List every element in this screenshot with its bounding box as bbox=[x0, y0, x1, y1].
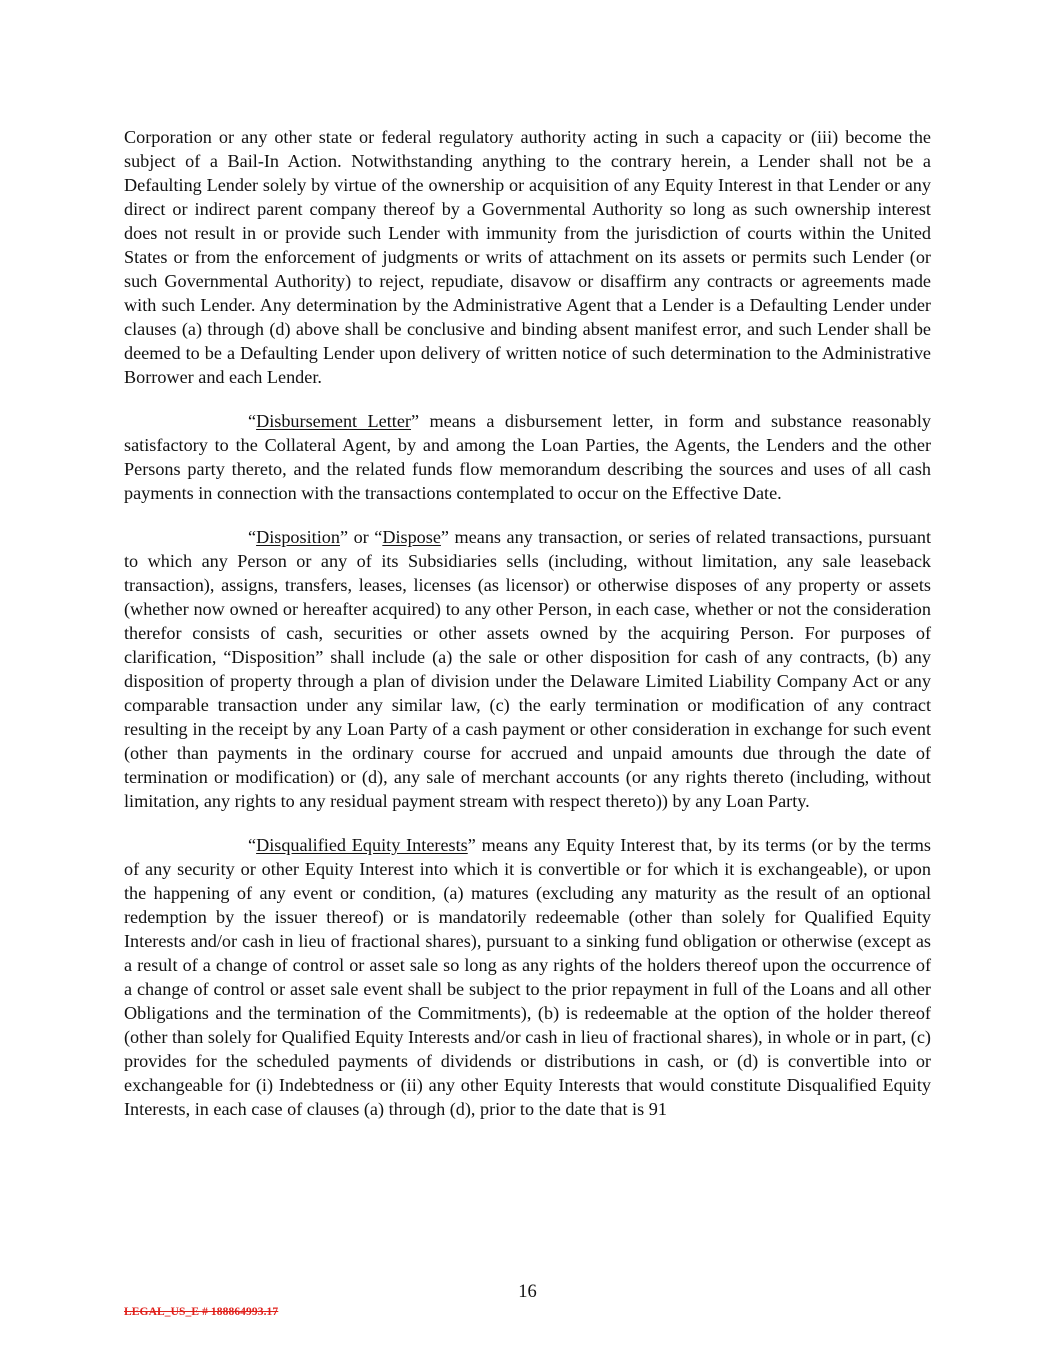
open-quote: “ bbox=[248, 527, 257, 547]
page-number: 16 bbox=[518, 1282, 537, 1302]
document-id-footer: LEGAL_US_E # 188864993.17 bbox=[124, 1306, 279, 1318]
paragraph-text: Corporation or any other state or federal regulatory authority acting in such a capacity or (iii) become the subject of a Bail-In Action. Notwithstanding anything to the contrary herein, a Lender shall not be a Defaulting Lender solely by virtue of the ownership or acquisition of any Equity Interest in that Lender or any direct or indirect parent company thereof by a Governmental Authority so long as such ownership interest does not result in or provide such Lender with immunity from the jurisdiction of courts within the United States or from the enforcement of judgments or writs of attachment on its assets or permits such Lender (or such Governmental Authority) to reject, repudiate, disavow or disaffirm any contracts or agreements made with such Lender. Any determination by the Administrative Agent that a Lender is a Defaulting Lender under clauses (a) through (d) above shall be conclusive and binding absent manifest error, and such Lender shall be deemed to be a Defaulting Lender upon delivery of written notice of such determination to the Administrative Borrower and each Lender. bbox=[124, 127, 931, 387]
definition-text: means any transaction, or series of related transactions, pursuant to which any Person or any of its Subsidiaries sells (including, without limitation, any sale leaseback transaction), assigns, transfers, leases, licenses (as licensor) or otherwise disposes of any property or assets (whether now owned or hereafter acquired) to any other Person, in each case, whether or not the consideration therefor consists of cash, securities or other assets owned by the acquiring Person. For purposes of clarification, “Disposition” shall include (a) the sale or other disposition for cash of any contracts, (b) any disposition of property through a plan of division under the Delaware Limited Liability Company Act or any comparable transaction under any similar law, (c) the early termination or modification of any contract resulting in the receipt by any Loan Party of a cash payment or other consideration in exchange for such event (other than payments in the ordinary course for accrued and unpaid amounts due through the date of termination or modification) or (d), any sale of merchant accounts (or any rights thereto (including, without limitation, any rights to any residual payment stream with respect thereto)) by any Loan Party. bbox=[124, 527, 931, 811]
definition-disqualified-equity-interests bbox=[124, 833, 931, 1121]
open-quote: “ bbox=[248, 411, 257, 431]
defined-term-alternate: Dispose bbox=[382, 527, 441, 547]
close-quote: ” bbox=[467, 835, 476, 855]
definition-text: means a disbursement letter, in form and substance reasonably satisfactory to the Collateral Agent, by and among the Loan Parties, the Agents, the Lenders and the other Persons party thereto, and the related funds flow memorandum describing the sources and uses of all cash payments in connection with the transactions contemplated to occur on the Effective Date. bbox=[124, 411, 931, 503]
close-quote: ” bbox=[410, 411, 420, 431]
open-quote: “ bbox=[248, 835, 257, 855]
defined-term: Disposition bbox=[256, 527, 340, 547]
defined-term: Disbursement Letter bbox=[256, 411, 411, 431]
definition-text: means any Equity Interest that, by its terms (or by the terms of any security or other Equity Interest into which it is convertible or for which it is exchangeable), or upon the happening of any event or condition, (a) matures (excluding any maturity as the result of an optional redemption by the issuer thereof) or is mandatorily redeemable (other than solely for Qualified Equity Interests and/or cash in lieu of fractional shares), pursuant to a sinking fund obligation or otherwise (except as a result of a change of control or asset sale so long as any rights of the holders thereof upon the occurrence of a change of control or asset sale event shall be subject to the prior repayment in full of the Loans and all other Obligations and the termination of the Commitments), (b) is redeemable at the option of the holder thereof (other than solely for Qualified Equity Interests and/or cash in lieu of fractional shares), in whole or in part, (c) provides for the scheduled payments of dividends or distributions in cash, or (d) is convertible into or exchangeable for (i) Indebtedness or (ii) any other Equity Interests that would constitute Disqualified Equity Interests, in each case of clauses (a) through (d), prior to the date that is 91 bbox=[124, 835, 931, 1119]
definition-disbursement-letter bbox=[124, 409, 931, 505]
paragraph-defaulting-lender-continuation bbox=[124, 125, 931, 389]
close-quote: ” bbox=[440, 527, 449, 547]
definition-disposition bbox=[124, 525, 931, 813]
document-page bbox=[124, 125, 931, 1141]
quote-separator: ” or “ bbox=[339, 527, 383, 547]
defined-term: Disqualified Equity Interests bbox=[256, 835, 468, 855]
